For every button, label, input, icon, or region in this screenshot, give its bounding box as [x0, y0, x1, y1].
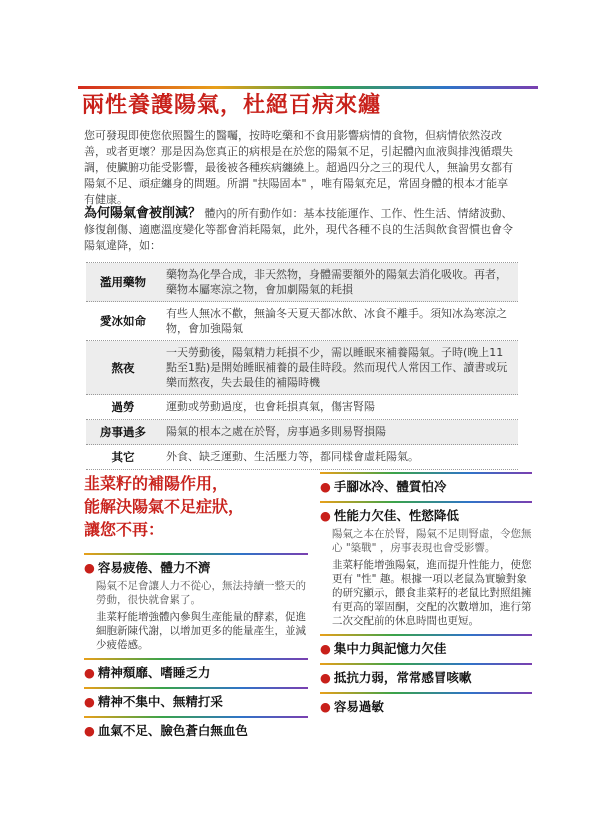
- symptom-heading: 容易過敏: [333, 699, 384, 714]
- symptom-item: [320, 663, 532, 686]
- why-paragraph: [84, 206, 518, 254]
- symptom-item: [320, 501, 532, 628]
- bullet-icon: ●: [320, 508, 331, 523]
- symptom-item: [320, 692, 532, 715]
- symptom-heading: 性能力欠佳、性慾降低: [333, 508, 459, 523]
- item-rule: [84, 553, 308, 555]
- bullet-icon: ●: [320, 641, 331, 656]
- cause-text: 陽氣的根本之處在於腎，房事過多則易腎損陽: [166, 425, 386, 438]
- symptom-item: [320, 472, 532, 495]
- symptom-item: [84, 553, 308, 652]
- cause-label: 其它: [111, 450, 135, 464]
- cause-text: 外食、缺乏運動、生活壓力等，都同樣會虛耗陽氣。: [166, 450, 419, 463]
- cause-label: 愛冰如命: [100, 314, 146, 328]
- item-rule: [84, 658, 308, 660]
- bullet-icon: ●: [84, 560, 95, 575]
- item-rule: [320, 692, 532, 694]
- bullet-icon: ●: [84, 723, 95, 738]
- symptom-heading: 容易疲倦、體力不濟: [97, 560, 211, 575]
- cause-text: 一天勞動後，陽氣精力耗損不少，需以睡眠來補養陽氣。子時(晚上11點至1點)是開始睡眠補養的最佳時段。然而現代人常因工作、讀書或玩樂而熬夜，失去最佳的補陽時機: [166, 346, 508, 389]
- benefit-title-line: 韭菜籽的補陽作用，: [84, 474, 229, 493]
- symptom-heading: 集中力與記憶力欠佳: [333, 641, 447, 656]
- table-row: [86, 263, 518, 302]
- item-rule: [320, 501, 532, 503]
- symptom-item: [84, 658, 308, 681]
- symptom-remedy: 韭菜籽能增強體內參與生產能量的酵素，促進細胞新陳代謝，以增加更多的能量產生，並減少疲倦感。: [96, 611, 306, 651]
- symptom-remedy: 韭菜籽能增強陽氣，進而提升性能力，使您更有 "性" 趣。根據一項以老鼠為實驗對象的研究顯示，餵食韭菜籽的老鼠比對照組擁有更高的睪固酮，交配的次數增加，進行第二次交配前的休息時間也更短。: [332, 559, 532, 627]
- brochure-page: [58, 58, 542, 758]
- cause-text: 藥物為化學合成，非天然物，身體需要額外的陽氣去消化吸收。再者，藥物本屬寒涼之物，會加劇陽氣的耗損: [166, 268, 507, 296]
- cause-label: 熬夜: [111, 360, 135, 375]
- symptom-description: 陽氣之本在於腎，陽氣不足則腎虛，令您無心 "築戰" ，房事表現也會受影響。: [332, 528, 532, 554]
- bullet-icon: ●: [84, 665, 95, 680]
- symptom-heading: 精神不集中、無精打采: [97, 694, 223, 709]
- bullet-icon: ●: [84, 694, 95, 709]
- cause-label: 房事過多: [100, 425, 146, 439]
- left-column: [84, 472, 308, 739]
- cause-label: 過勞: [111, 400, 135, 414]
- symptom-heading: 抵抗力弱，常常感冒咳嗽: [333, 670, 472, 685]
- causes-table: [86, 262, 518, 470]
- symptom-heading: 精神頹靡、嗜睡乏力: [97, 665, 211, 680]
- right-column: [320, 472, 532, 715]
- item-rule: [84, 716, 308, 718]
- symptom-item: [320, 634, 532, 657]
- cause-text: 運動或勞動過度，也會耗損真氣，傷害腎陽: [166, 400, 375, 413]
- table-row: [86, 302, 518, 341]
- table-row: [86, 395, 518, 420]
- bullet-icon: ●: [320, 699, 331, 714]
- benefit-title-line: 能解決陽氣不足症狀，: [84, 497, 245, 516]
- table-row: [86, 420, 518, 445]
- item-rule: [84, 687, 308, 689]
- item-rule: [320, 472, 532, 474]
- symptom-item: [84, 687, 308, 710]
- why-question: 為何陽氣會被削減？: [84, 206, 202, 221]
- bullet-icon: ●: [320, 670, 331, 685]
- intro-paragraph: 您可發現即使您依照醫生的醫囑，按時吃藥和不食用影響病情的食物，但病情依然沒改善，或者更壞？那是因為您真正的病根是在於您的陽氣不足，引起體內血液與排洩循環失調，使臟腑功能受影響，最後被各種疾病纏繞上。超過四分之三的現代人，無論男女都有陽氣不足、頑症纏身的問題。所謂 "扶陽固本" ，唯有陽氣充足，常固身體的根本才能享有健康。: [84, 129, 513, 206]
- symptom-heading: 手腳冰冷、體質怕冷: [333, 479, 447, 494]
- benefit-title: [84, 472, 308, 541]
- symptom-heading: 血氣不足、臉色蒼白無血色: [97, 723, 248, 738]
- table-row: [86, 341, 518, 395]
- cause-text: 有些人無冰不歡，無論冬天夏天都冰飲、冰食不離手。須知冰為寒涼之物，會加強陽氣: [166, 307, 507, 335]
- symptom-description: 陽氣不足會讓人力不從心，無法持續一整天的勞動，很快就會累了。: [96, 580, 306, 606]
- table-row: [86, 445, 518, 470]
- symptom-item: [84, 716, 308, 739]
- item-rule: [320, 634, 532, 636]
- item-rule: [320, 663, 532, 665]
- benefit-title-line: 讓您不再：: [84, 520, 165, 539]
- page-title: 兩性養護陽氣，杜絕百病來纏: [82, 92, 382, 118]
- bullet-icon: ●: [320, 479, 331, 494]
- why-text: 體內的所有動作如：基本技能運作、工作、性生活、情緒波動、修復創傷、適應溫度變化等都會消耗陽氣，此外，現代各種不良的生活與飲食習慣也會令陽氣違降，如：: [84, 207, 513, 252]
- cause-label: 濫用藥物: [100, 275, 146, 289]
